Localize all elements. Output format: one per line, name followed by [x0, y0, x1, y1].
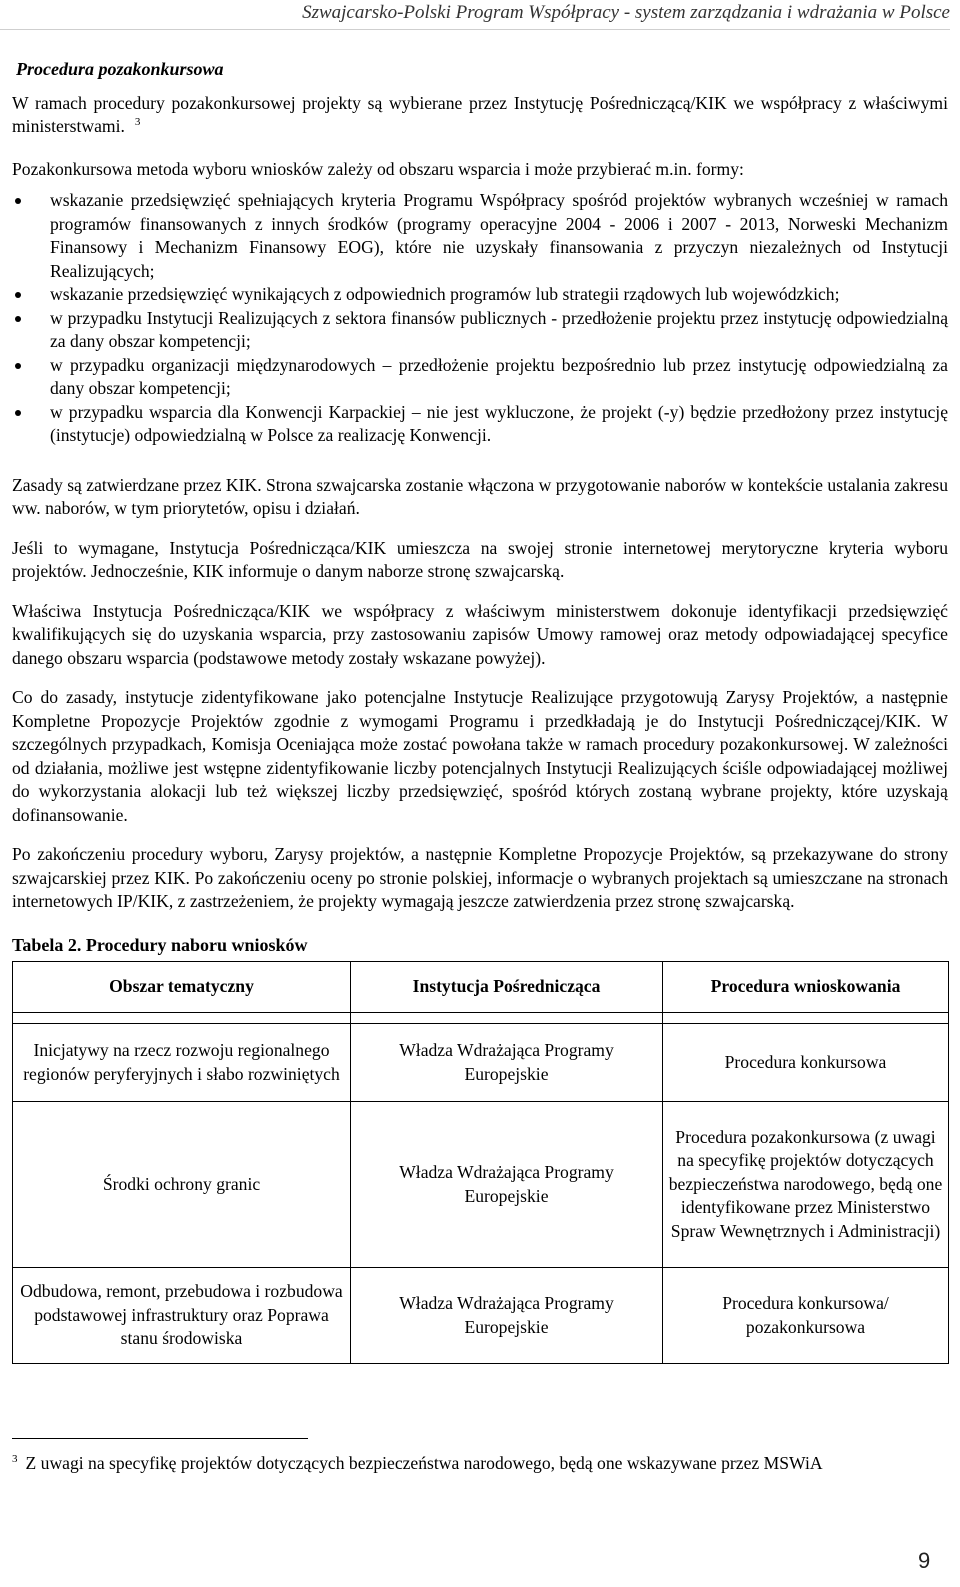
table-row	[13, 1024, 949, 1102]
page-number: 9	[918, 1548, 931, 1573]
table-cell: Procedura konkursowa/ pozakonkursowa	[663, 1268, 949, 1364]
paragraph-criteria: Jeśli to wymagane, Instytucja Pośrednicząca/KIK umieszcza na swojej stronie internetowej merytoryczne kryteria wyboru projektów. Jednocześnie, KIK informuje o danym naborze stronę szwajcarską.	[12, 537, 948, 581]
table-cell: Środki ochrony granic	[13, 1102, 351, 1268]
header-rule	[0, 29, 950, 30]
table-row	[13, 1268, 949, 1364]
paragraph-completion: Po zakończeniu procedury wyboru, Zarysy projektów, a następnie Kompletne Propozycje Projektów, są przekazywane do strony szwajcarskiej przez KIK. Po zakończeniu oceny po stronie polskiej, informacje o wybranych projektach są umieszczane na stronach internetowych IP/KIK, z zastrzeżeniem, że projekty wymagają jeszcze zatwierdzenia przez stronę szwajcarską.	[12, 844, 948, 911]
list-item: w przypadku organizacji międzynarodowych – przedłożenie projektu bezpośrednio lub przez instytucję odpowiedzialną za dany obszar kompetencji;	[12, 354, 948, 401]
footnote-reference[interactable]: 3	[134, 116, 141, 128]
table-row	[13, 1102, 949, 1268]
list-item: wskazanie przedsięwzięć wynikających z odpowiednich programów lub strategii rządowych lub wojewódzkich;	[12, 283, 948, 307]
list-item: wskazanie przedsięwzięć spełniających kryteria Programu Współpracy spośród projektów wybranych wcześniej w ramach programów finansowanych z innych środków (programy operacyjne 2004 - 2006 i 2007 - 2013, Norweski Mechanizm Finansowy i Mechanizm Finansowy EOG), które nie uzyskały finansowania z przyczyn niezależnych od Instytucji Realizujących;	[12, 189, 948, 283]
document-body	[12, 58, 948, 1364]
section-title: Procedura pozakonkursowa	[16, 59, 224, 79]
table-cell: Władza Wdrażająca Programy Europejskie	[351, 1102, 663, 1268]
procedures-table	[12, 961, 949, 1364]
intro-text: W ramach procedury pozakonkursowej projekty są wybierane przez Instytucję Pośredniczącą/KIK we współpracy z właściwymi ministerstwami.	[12, 92, 948, 136]
list-item: w przypadku Instytucji Realizujących z sektora finansów publicznych - przedłożenie projektu przez instytucję odpowiedzialną za dany obszar kompetencji;	[12, 307, 948, 354]
paragraph-identification: Właściwa Instytucja Pośrednicząca/KIK we współpracy z właściwym ministerstwem dokonuje identyfikacji przedsięwzięć kwalifikujących się do uzyskania wsparcia, przy zastosowaniu zapisów Umowy ramowej oraz metody odpowiadającej specyfice danego obszaru wsparcia (podstawowe metody zostały wskazane powyżej).	[12, 600, 948, 668]
footnote-text: Z uwagi na specyfikę projektów dotyczących bezpieczeństwa narodowego, będą one wskazywane przez MSWiA	[25, 1452, 823, 1473]
table-cell: Inicjatywy na rzecz rozwoju regionalnego regionów peryferyjnych i słabo rozwiniętych	[13, 1024, 351, 1102]
table-caption: Tabela 2. Procedury naboru wniosków	[12, 934, 308, 955]
column-header: Obszar tematyczny	[13, 962, 351, 1013]
running-header: Szwajcarsko-Polski Program Współpracy - system zarządzania i wdrażania w Polsce	[302, 2, 950, 23]
methods-list	[12, 189, 948, 448]
footnote-number: 3	[12, 1453, 18, 1465]
table-header-row	[13, 962, 949, 1013]
table-cell: Procedura konkursowa	[663, 1024, 949, 1102]
table-cell: Odbudowa, remont, przebudowa i rozbudowa podstawowej infrastruktury oraz Poprawa stanu środowiska	[13, 1268, 351, 1364]
column-header: Procedura wnioskowania	[663, 962, 949, 1013]
intro-paragraph	[12, 92, 948, 142]
footnote	[12, 1448, 938, 1475]
footnote-rule	[12, 1438, 308, 1439]
table-cell: Procedura pozakonkursowa (z uwagi na specyfikę projektów dotyczących bezpieczeństwa narodowego, będą one identyfikowane przez Ministerstwo Spraw Wewnętrznych i Administracji)	[663, 1102, 949, 1268]
column-header: Instytucja Pośrednicząca	[351, 962, 663, 1013]
list-item: w przypadku wsparcia dla Konwencji Karpackiej – nie jest wykluczone, że projekt (-y) będzie przedłożony przez instytucję (instytucje) odpowiedzialną w Polsce za realizację Konwencji.	[12, 401, 948, 448]
table-cell: Władza Wdrażająca Programy Europejskie	[351, 1024, 663, 1102]
table-spacer-row	[13, 1013, 949, 1024]
methods-lead: Pozakonkursowa metoda wyboru wniosków zależy od obszaru wsparcia i może przybierać m.in. formy:	[12, 158, 744, 179]
table-cell: Władza Wdrażająca Programy Europejskie	[351, 1268, 663, 1364]
paragraph-principle: Co do zasady, instytucje zidentyfikowane jako potencjalne Instytucje Realizujące przygotowują Zarysy Projektów, a następnie Kompletne Propozycje Projektów zgodnie z wymogami Programu i przedkładają je do Instytucji Pośredniczącej/KIK. W szczególnych przypadkach, Komisja Oceniająca może zostać powołana także w ramach procedury pozakonkursowej. W zależności od działania, możliwe jest wstępne zidentyfikowanie liczby potencjalnych Instytucji Realizujących ściśle odpowiadającej możliwej do wykorzystania alokacji lub też większej liczby przedsięwzięć, spośród których zostaną wybrane projekty, które uzyskają dofinansowanie.	[12, 687, 948, 825]
paragraph-rules: Zasady są zatwierdzane przez KIK. Strona szwajcarska zostanie włączona w przygotowanie naborów w kontekście ustalania zakresu ww. naborów, w tym priorytetów, opisu i działań.	[12, 474, 948, 518]
